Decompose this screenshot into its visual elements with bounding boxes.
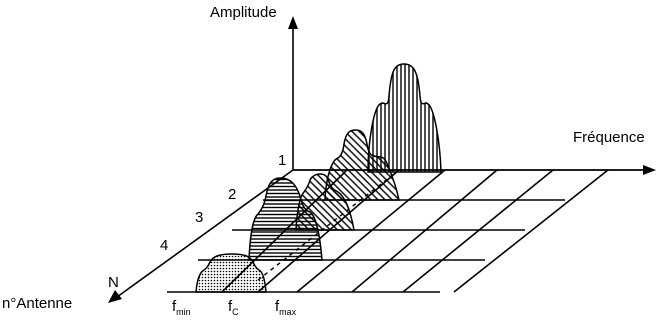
spectrum-antenna-1 [368,64,441,172]
frequency-label: Fréquence [573,129,645,146]
frequency-arrow-icon [643,165,656,175]
antenna-arrow-icon [108,290,122,303]
antenna-row-label: 1 [278,152,287,169]
fc-label: $f_C$ [228,298,239,317]
antenna-row-label: 4 [160,237,169,254]
antenna-row-label: N [108,274,119,291]
amplitude-arrow-icon [288,16,298,29]
spectra [196,64,441,292]
antenna-row-label: 3 [195,209,204,226]
amplitude-label: Amplitude [210,4,277,21]
fmin-label: $f_{min}$ [172,298,191,317]
antenna-row-label: 2 [228,186,237,203]
fmax-label: $f_{max}$ [275,298,297,317]
frequency-marks [172,298,297,317]
antenna-label: n°Antenne [2,295,73,312]
